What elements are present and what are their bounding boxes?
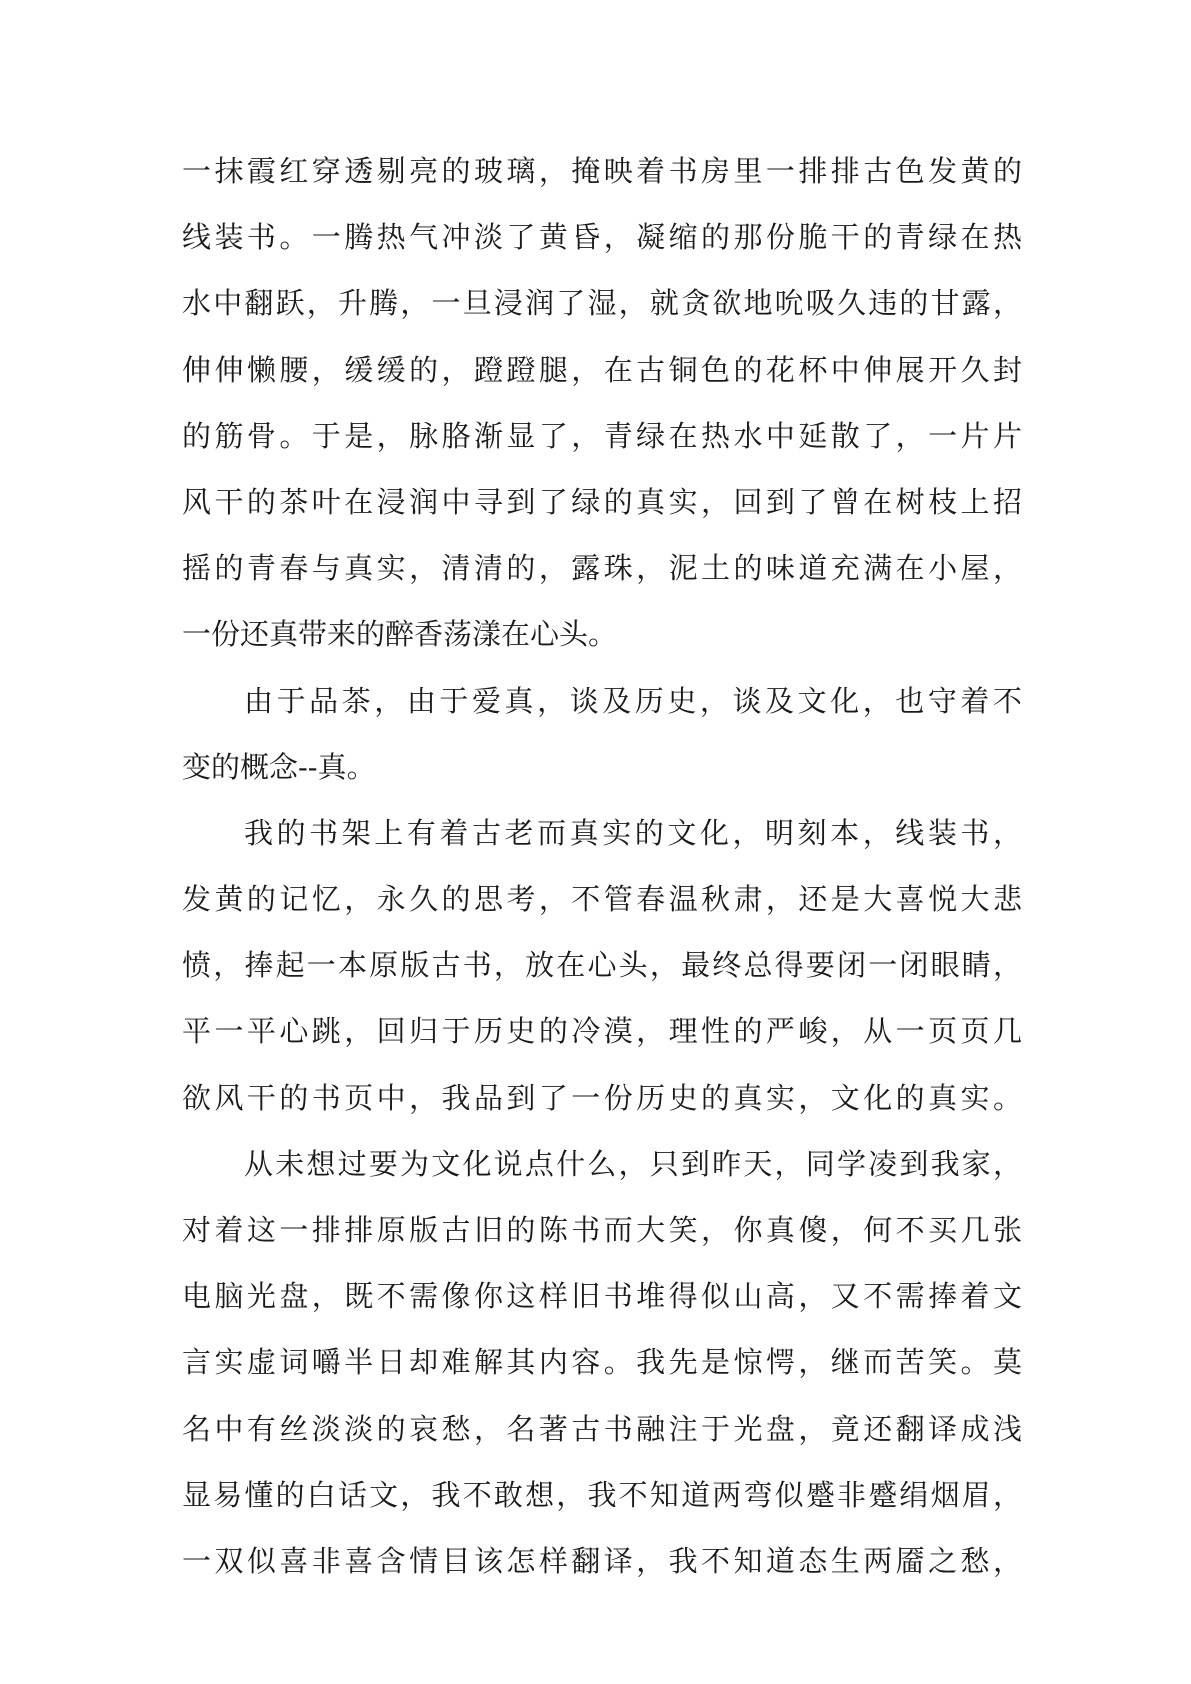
text-line: 平一平心跳，回归于历史的冷漠，理性的严峻，从一页页几 bbox=[182, 1014, 1022, 1049]
text-line: 由于品茶，由于爱真，谈及历史，谈及文化，也守着不 bbox=[244, 683, 1022, 718]
text-line: 变的概念--真。 bbox=[182, 749, 376, 784]
text-line: 摇的青春与真实，清清的，露珠，泥土的味道充满在小屋， bbox=[182, 551, 1022, 586]
text-line: 对着这一排排原版古旧的陈书而大笑，你真傻，何不买几张 bbox=[182, 1213, 1022, 1247]
text-line: 从未想过要为文化说点什么，只到昨天，同学凌到我家， bbox=[244, 1146, 1022, 1181]
text-line: 显易懂的白话文，我不敢想，我不知道两弯似蹙非蹙绢烟眉， bbox=[182, 1477, 1022, 1512]
text-line: 的筋骨。于是，脉胳渐显了，青绿在热水中延散了，一片片 bbox=[182, 418, 1022, 453]
text-line: 一双似喜非喜含情目该怎样翻译，我不知道态生两靥之愁， bbox=[182, 1543, 1022, 1578]
text-line: 一份还真带来的醉香荡漾在心头。 bbox=[182, 617, 618, 652]
text-line: 水中翻跃，升腾，一旦浸润了湿，就贪欲地吮吸久违的甘露， bbox=[182, 286, 1022, 321]
text-line: 发黄的记忆，永久的思考，不管春温秋肃，还是大喜悦大悲 bbox=[182, 882, 1022, 917]
text-line: 欲风干的书页中，我品到了一份历史的真实，文化的真实。 bbox=[182, 1080, 1022, 1115]
text-line: 我的书架上有着古老而真实的文化，明刻本，线装书， bbox=[244, 815, 1022, 850]
text-line: 风干的茶叶在浸润中寻到了绿的真实，回到了曾在树枝上招 bbox=[182, 484, 1022, 519]
text-line: 电脑光盘，既不需像你这样旧书堆得似山高，又不需捧着文 bbox=[182, 1279, 1022, 1314]
text-line: 愤，捧起一本原版古书，放在心头，最终总得要闭一闭眼睛， bbox=[182, 948, 1022, 983]
text-line: 言实虚词嚼半日却难解其内容。我先是惊愕，继而苦笑。莫 bbox=[182, 1345, 1022, 1380]
text-line: 名中有丝淡淡的哀愁，名著古书融注于光盘，竟还翻译成浅 bbox=[182, 1411, 1022, 1446]
text-line: 一抹霞红穿透剔亮的玻璃，掩映着书房里一排排古色发黄的 bbox=[182, 154, 1022, 188]
text-line: 伸伸懒腰，缓缓的，蹬蹬腿，在古铜色的花杯中伸展开久封 bbox=[182, 352, 1022, 387]
text-line: 线装书。一腾热气冲淡了黄昏，凝缩的那份脆干的青绿在热 bbox=[182, 220, 1022, 255]
body-text bbox=[182, 138, 1022, 1594]
